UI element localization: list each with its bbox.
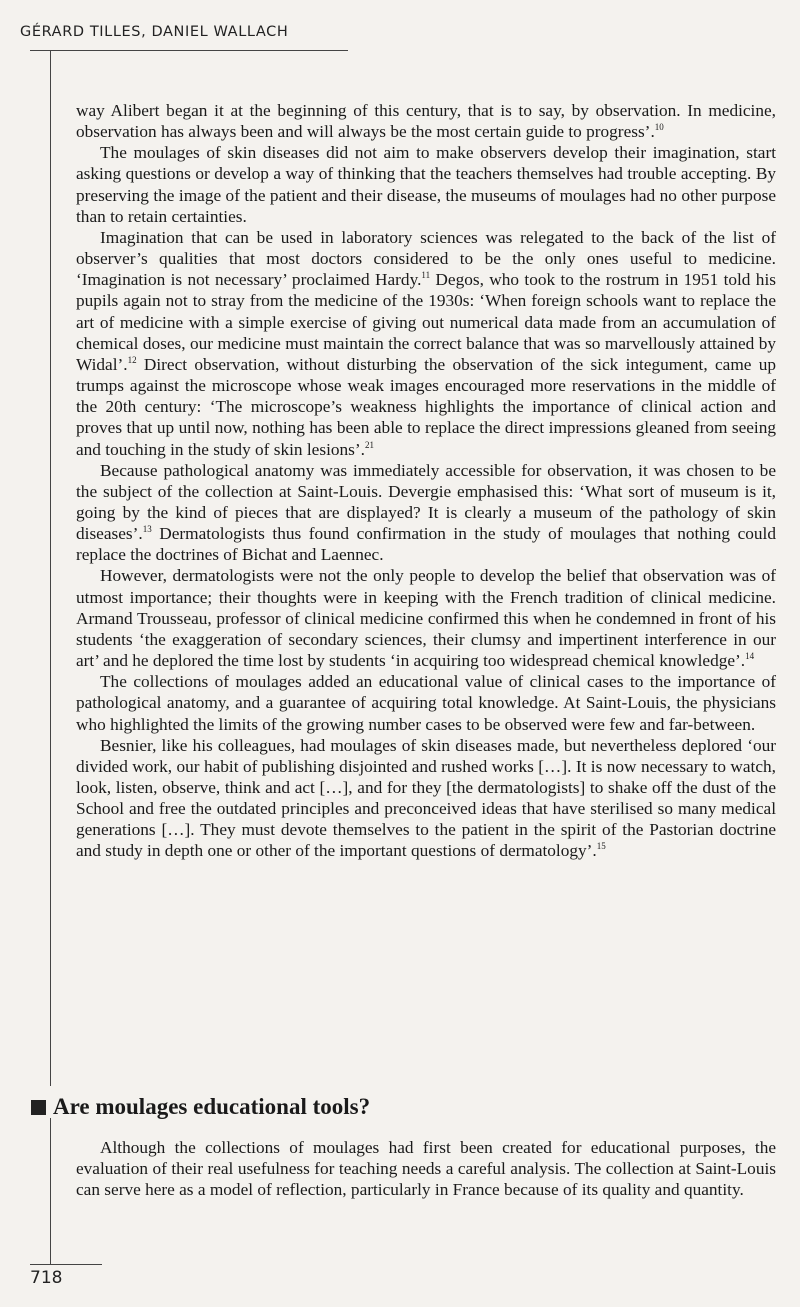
footnote-ref: 10 [654,122,664,133]
square-bullet-icon [31,1100,46,1115]
section-title: Are moulages educational tools? [53,1094,371,1119]
paragraph: Although the collections of moulages had first been created for educational purposes, the evaluation of their real usefulness for teaching needs a careful analysis. The collection at Saint-Louis can serve here as a model of reflection, particularly in France because of its quality and quantity. [76,1138,776,1200]
body-text [76,100,776,862]
running-header: GÉRARD TILLES, DANIEL WALLACH [20,24,289,40]
footnote-ref: 13 [142,524,152,535]
footnote-ref: 11 [421,270,431,281]
paragraph: Besnier, like his colleagues, had moulages of skin diseases made, but nevertheless deplored ‘our divided work, our habit of publishing disjointed and rushed works […]. It is now necessary to watch, look, listen, observe, think and act […], and for they [the dermatologists] to shake off the dust of the School and free the outdated principles and preconceived ideas that have sterilised so many medical generations […]. They must devote themselves to the patient in the spirit of the Pastorian doctrine and study in depth one or other of the important questions of dermatology’.$^{15}$ [76,735,776,861]
page-number: 718 [30,1268,63,1288]
footer-rule [30,1264,102,1265]
margin-rule [50,50,51,1086]
paragraph: Imagination that can be used in laboratory sciences was relegated to the back of the list of observer’s qualities that most doctors considered to be the only ones useful to medicine. ‘Imagination is not necessary’ proclaimed Hardy.$^{11}$ Degos, who took to the rostrum in 1951 told his pupils again not to stray from the medicine of the 1930s: ‘When foreign schools want to replace the art of medicine with a simple exercise of giving out numerical data made from an accumulation of chemical doses, our medicine must maintain the correct balance that was so marvellously attained by Widal’.$^{12}$ Direct observation, without disturbing the observation of the sick integument, came up trumps against the microscope whose weak images encouraged more reservations in the middle of the 20th century: ‘The microscope’s weakness highlights the importance of clinical action and proves that up until now, nothing has been able to replace the direct impressions gleaned from seeing and touching in the study of skin lesions’.$^{21}$ [76,227,776,459]
footnote-ref: 21 [364,439,374,450]
paragraph: Because pathological anatomy was immediately accessible for observation, it was chosen to be the subject of the collection at Saint-Louis. Devergie emphasised this: ‘What sort of museum is it, going by the kind of pieces that are displayed? It is clearly a museum of the pathology of skin diseases’.$^{13}$ Dermatologists thus found confirmation in the study of moulages that nothing could replace the doctrines of Bichat and Laennec. [76,460,776,565]
footnote-ref: 14 [745,651,755,662]
header-rule [30,50,348,51]
paragraph: The moulages of skin diseases did not aim to make observers develop their imagination, start asking questions or develop a way of thinking that the teachers themselves had trouble accepting. By preserving the image of the patient and their disease, the museums of moulages had no other purpose than to retain certainties. [76,143,776,226]
footnote-ref: 15 [596,841,606,852]
paragraph: The collections of moulages added an educational value of clinical cases to the importance of pathological anatomy, and a guarantee of acquiring total knowledge. At Saint-Louis, the physicians who highlighted the limits of the growing number cases to be observed were few and far-between. [76,672,776,734]
section-heading [31,1094,370,1120]
paragraph: However, dermatologists were not the only people to develop the belief that observation was of utmost importance; their thoughts were in keeping with the French tradition of clinical medicine. Armand Trousseau, professor of clinical medicine confirmed this when he condemned in front of his students ‘the exaggeration of secondary sciences, their clumsy and impertinent interference in our art’ and he deplored the time lost by students ‘in acquiring too widespread chemical knowledge’.$^{14}$ [76,566,776,671]
section-text [76,1137,776,1200]
paragraph: way Alibert began it at the beginning of this century, that is to say, by observation. In medicine, observation has always been and will always be the most certain guide to progress’.$^{10}$ [76,101,776,142]
footnote-ref: 12 [127,355,137,366]
margin-rule-lower [50,1118,51,1264]
